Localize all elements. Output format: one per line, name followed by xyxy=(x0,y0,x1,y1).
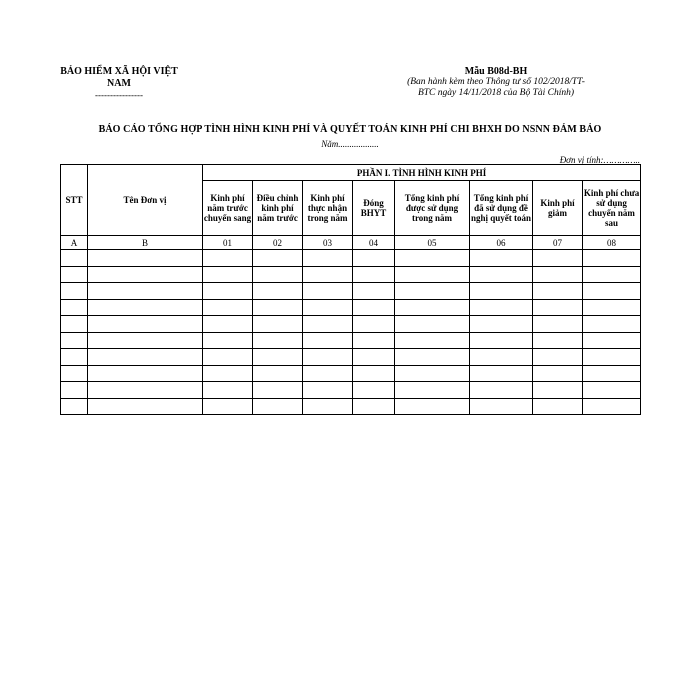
table-cell[interactable] xyxy=(583,266,641,283)
table-cell[interactable] xyxy=(470,332,533,349)
form-reference xyxy=(396,66,596,99)
report-title: BÁO CÁO TỔNG HỢP TÌNH HÌNH KINH PHÍ VÀ QUYẾT TOÁN KINH PHÍ CHI BHXH DO NSNN ĐẢM BẢO xyxy=(98,124,602,135)
table-cell[interactable] xyxy=(203,283,253,300)
table-cell[interactable] xyxy=(303,266,353,283)
table-cell[interactable] xyxy=(583,283,641,300)
table-cell[interactable] xyxy=(303,398,353,415)
table-cell[interactable] xyxy=(61,365,88,382)
column-header: Kinh phí năm trước chuyển sang xyxy=(203,181,253,236)
table-cell[interactable] xyxy=(61,283,88,300)
column-header: Tổng kinh phí được sử dụng trong năm xyxy=(395,181,470,236)
table-cell[interactable] xyxy=(470,266,533,283)
table-cell[interactable] xyxy=(533,283,583,300)
table-cell[interactable] xyxy=(470,283,533,300)
table-cell[interactable] xyxy=(88,398,203,415)
table-cell[interactable] xyxy=(88,266,203,283)
table-cell[interactable] xyxy=(533,332,583,349)
table-cell[interactable] xyxy=(88,382,203,399)
report-table xyxy=(60,164,641,415)
table-row xyxy=(61,365,641,382)
table-cell[interactable] xyxy=(203,316,253,333)
table-cell[interactable] xyxy=(303,316,353,333)
table-cell[interactable] xyxy=(303,365,353,382)
column-header: Kinh phí chưa sử dụng chuyển năm sau xyxy=(583,181,641,236)
table-cell[interactable] xyxy=(533,266,583,283)
table-cell[interactable] xyxy=(470,250,533,267)
org-line-1: BẢO HIỂM XÃ HỘI VIỆT xyxy=(60,66,178,77)
form-note-line-1: (Ban hành kèm theo Thông tư số 102/2018/TT- xyxy=(407,77,585,87)
table-cell[interactable] xyxy=(533,382,583,399)
table-cell[interactable] xyxy=(303,250,353,267)
org-divider: ---------------- xyxy=(95,90,143,100)
column-code: B xyxy=(88,236,203,250)
table-cell[interactable] xyxy=(395,266,470,283)
table-cell[interactable] xyxy=(353,365,395,382)
table-cell[interactable] xyxy=(533,316,583,333)
table-row xyxy=(61,283,641,300)
table-cell[interactable] xyxy=(253,316,303,333)
table-cell[interactable] xyxy=(470,349,533,366)
table-cell[interactable] xyxy=(203,299,253,316)
table-cell[interactable] xyxy=(253,365,303,382)
table-cell[interactable] xyxy=(470,382,533,399)
table-cell[interactable] xyxy=(395,382,470,399)
stt-header: STT xyxy=(61,165,88,236)
table-cell[interactable] xyxy=(353,349,395,366)
table-cell[interactable] xyxy=(470,316,533,333)
table-cell[interactable] xyxy=(395,250,470,267)
table-cell[interactable] xyxy=(203,349,253,366)
column-code: A xyxy=(61,236,88,250)
table-cell[interactable] xyxy=(253,332,303,349)
table-cell[interactable] xyxy=(253,349,303,366)
table-cell[interactable] xyxy=(583,250,641,267)
unit-of-measure: Đơn vị tính:………….. xyxy=(559,155,640,165)
table-cell[interactable] xyxy=(88,250,203,267)
table-cell[interactable] xyxy=(88,365,203,382)
column-code: 06 xyxy=(470,236,533,250)
table-row xyxy=(61,299,641,316)
table-cell[interactable] xyxy=(533,365,583,382)
column-header: Điều chỉnh kinh phí năm trước xyxy=(253,181,303,236)
table-cell[interactable] xyxy=(203,398,253,415)
table-cell[interactable] xyxy=(353,266,395,283)
column-code: 05 xyxy=(395,236,470,250)
table-cell[interactable] xyxy=(88,349,203,366)
column-header: Tổng kinh phí đã sử dụng đề nghị quyết toán xyxy=(470,181,533,236)
table-cell[interactable] xyxy=(533,349,583,366)
table-cell[interactable] xyxy=(253,299,303,316)
column-header: Kinh phí giảm xyxy=(533,181,583,236)
column-code: 03 xyxy=(303,236,353,250)
table-cell[interactable] xyxy=(203,382,253,399)
table-cell[interactable] xyxy=(395,316,470,333)
table-cell[interactable] xyxy=(61,250,88,267)
organization-name xyxy=(60,66,178,100)
table-cell[interactable] xyxy=(88,283,203,300)
form-note-line-2: BTC ngày 14/11/2018 của Bộ Tài Chính) xyxy=(417,88,575,98)
table-row xyxy=(61,332,641,349)
table-cell[interactable] xyxy=(583,332,641,349)
table-row xyxy=(61,266,641,283)
table-cell[interactable] xyxy=(353,398,395,415)
table-cell[interactable] xyxy=(533,299,583,316)
table-row xyxy=(61,316,641,333)
table-cell[interactable] xyxy=(253,250,303,267)
report-year: Năm.................. xyxy=(321,139,379,149)
column-code: 04 xyxy=(353,236,395,250)
table-cell[interactable] xyxy=(303,349,353,366)
column-code: 02 xyxy=(253,236,303,250)
table-row xyxy=(61,250,641,267)
table-cell[interactable] xyxy=(395,332,470,349)
table-cell[interactable] xyxy=(88,299,203,316)
unit-name-header: Tên Đơn vị xyxy=(88,165,203,236)
column-header: Kinh phí thực nhận trong năm xyxy=(303,181,353,236)
table-cell[interactable] xyxy=(253,283,303,300)
table-cell[interactable] xyxy=(88,332,203,349)
table-cell[interactable] xyxy=(470,365,533,382)
table-cell[interactable] xyxy=(470,398,533,415)
column-code: 08 xyxy=(583,236,641,250)
table-cell[interactable] xyxy=(303,382,353,399)
table-cell[interactable] xyxy=(353,250,395,267)
table-cell[interactable] xyxy=(61,266,88,283)
table-cell[interactable] xyxy=(353,332,395,349)
column-code: 07 xyxy=(533,236,583,250)
table-cell[interactable] xyxy=(353,316,395,333)
table-cell[interactable] xyxy=(303,332,353,349)
table-cell[interactable] xyxy=(470,299,533,316)
table-cell[interactable] xyxy=(253,398,303,415)
table-cell[interactable] xyxy=(583,299,641,316)
table-cell[interactable] xyxy=(533,398,583,415)
table-row xyxy=(61,398,641,415)
table-row xyxy=(61,382,641,399)
table-cell[interactable] xyxy=(203,365,253,382)
table-cell[interactable] xyxy=(203,332,253,349)
table-cell[interactable] xyxy=(203,266,253,283)
form-code: Mẫu B08d-BH xyxy=(464,66,528,77)
table-cell[interactable] xyxy=(533,250,583,267)
table-cell[interactable] xyxy=(61,382,88,399)
table-cell[interactable] xyxy=(583,316,641,333)
table-cell[interactable] xyxy=(61,316,88,333)
table-cell[interactable] xyxy=(303,283,353,300)
table-cell[interactable] xyxy=(203,250,253,267)
table-cell[interactable] xyxy=(583,349,641,366)
table-cell[interactable] xyxy=(61,299,88,316)
table-cell[interactable] xyxy=(61,398,88,415)
table-cell[interactable] xyxy=(395,398,470,415)
column-header: Đóng BHYT xyxy=(353,181,395,236)
table-cell[interactable] xyxy=(88,316,203,333)
section-header: PHẦN I. TÌNH HÌNH KINH PHÍ xyxy=(203,165,641,181)
table-cell[interactable] xyxy=(395,299,470,316)
table-cell[interactable] xyxy=(395,349,470,366)
table-cell[interactable] xyxy=(253,382,303,399)
table-cell[interactable] xyxy=(583,398,641,415)
org-line-2: NAM xyxy=(107,78,131,89)
table-cell[interactable] xyxy=(303,299,353,316)
table-cell[interactable] xyxy=(61,332,88,349)
column-code: 01 xyxy=(203,236,253,250)
table-cell[interactable] xyxy=(353,382,395,399)
table-cell[interactable] xyxy=(61,349,88,366)
table-cell[interactable] xyxy=(583,382,641,399)
table-cell[interactable] xyxy=(583,365,641,382)
table-cell[interactable] xyxy=(395,365,470,382)
table-cell[interactable] xyxy=(395,283,470,300)
table-cell[interactable] xyxy=(353,299,395,316)
table-cell[interactable] xyxy=(253,266,303,283)
table-row xyxy=(61,349,641,366)
table-cell[interactable] xyxy=(353,283,395,300)
